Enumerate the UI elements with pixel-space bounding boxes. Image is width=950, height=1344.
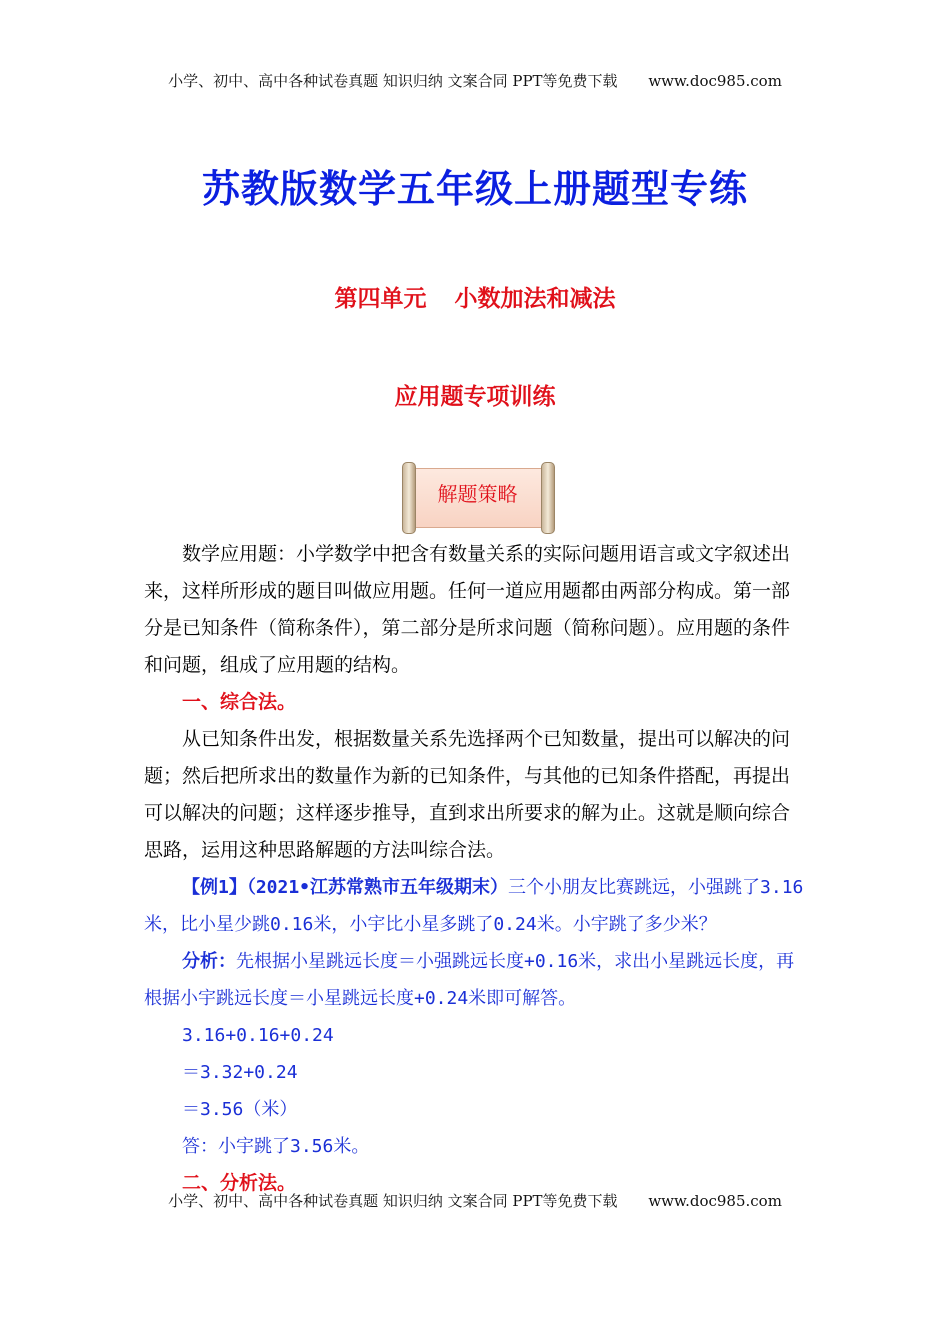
unit-title [0,280,950,313]
solution-step-3: ＝3.56（米） [182,1099,298,1120]
page-footer [0,1190,950,1211]
document-title: 苏教版数学五年级上册题型专练 [201,167,748,211]
unit-number: 第四单元 [334,286,427,312]
solution-step-1: 3.16+0.16+0.24 [182,1025,334,1046]
section1-body: 从已知条件出发，根据数量关系先选择两个已知数量，提出可以解决的问题；然后把所求出的数量作为新的已知条件，与其他的已知条件搭配，再提出可以解决的问题；这样逐步推导，直到求出所要求的解为止。这就是顺向综合思路，运用这种思路解题的方法叫综合法。 [144,728,791,861]
intro-paragraph: 数学应用题：小学数学中把含有数量关系的实际问题用语言或文字叙述出来，这样所形成的题目叫做应用题。任何一道应用题都由两部分构成。第一部分是已知条件（简称条件），第二部分是所求问题（简称问题）。应用题的条件和问题，组成了应用题的结构。 [144,543,791,676]
banner-label: 解题策略 [437,482,518,506]
document-body [144,536,808,1202]
example1-question-text: 三个小朋友比赛跳远，小强跳了3.16米，比小星少跳0.16米，小宇比小星多跳了0.24米。小宇跳了多少米？ [144,877,804,935]
footer-site-link[interactable]: www.doc985.com [648,1192,782,1210]
strategy-banner [400,462,555,532]
example1-question [144,869,808,943]
example1-analysis [144,943,808,1017]
section2-heading: 二、分析法。 [182,1172,297,1194]
analysis-label: 分析： [182,951,236,972]
page-header [0,70,950,91]
header-site-link[interactable]: www.doc985.com [648,72,782,90]
section1-heading: 一、综合法。 [182,691,297,713]
unit-name: 小数加法和减法 [454,286,616,312]
example1-tag: 【例1】（2021•江苏常熟市五年级期末） [182,877,509,898]
section-subtitle: 应用题专项训练 [394,384,556,410]
analysis-text: 先根据小星跳远长度＝小强跳远长度+0.16米，求出小星跳远长度，再根据小宇跳远长度＝小星跳远长度+0.24米即可解答。 [144,951,795,1009]
solution-answer: 答：小宇跳了3.56米。 [182,1136,370,1157]
header-text: 小学、初中、高中各种试卷真题 知识归纳 文案合同 PPT等免费下载 [168,72,618,90]
scroll-rod-right [541,462,555,534]
footer-text: 小学、初中、高中各种试卷真题 知识归纳 文案合同 PPT等免费下载 [168,1192,618,1210]
solution-step-2: ＝3.32+0.24 [182,1062,298,1083]
